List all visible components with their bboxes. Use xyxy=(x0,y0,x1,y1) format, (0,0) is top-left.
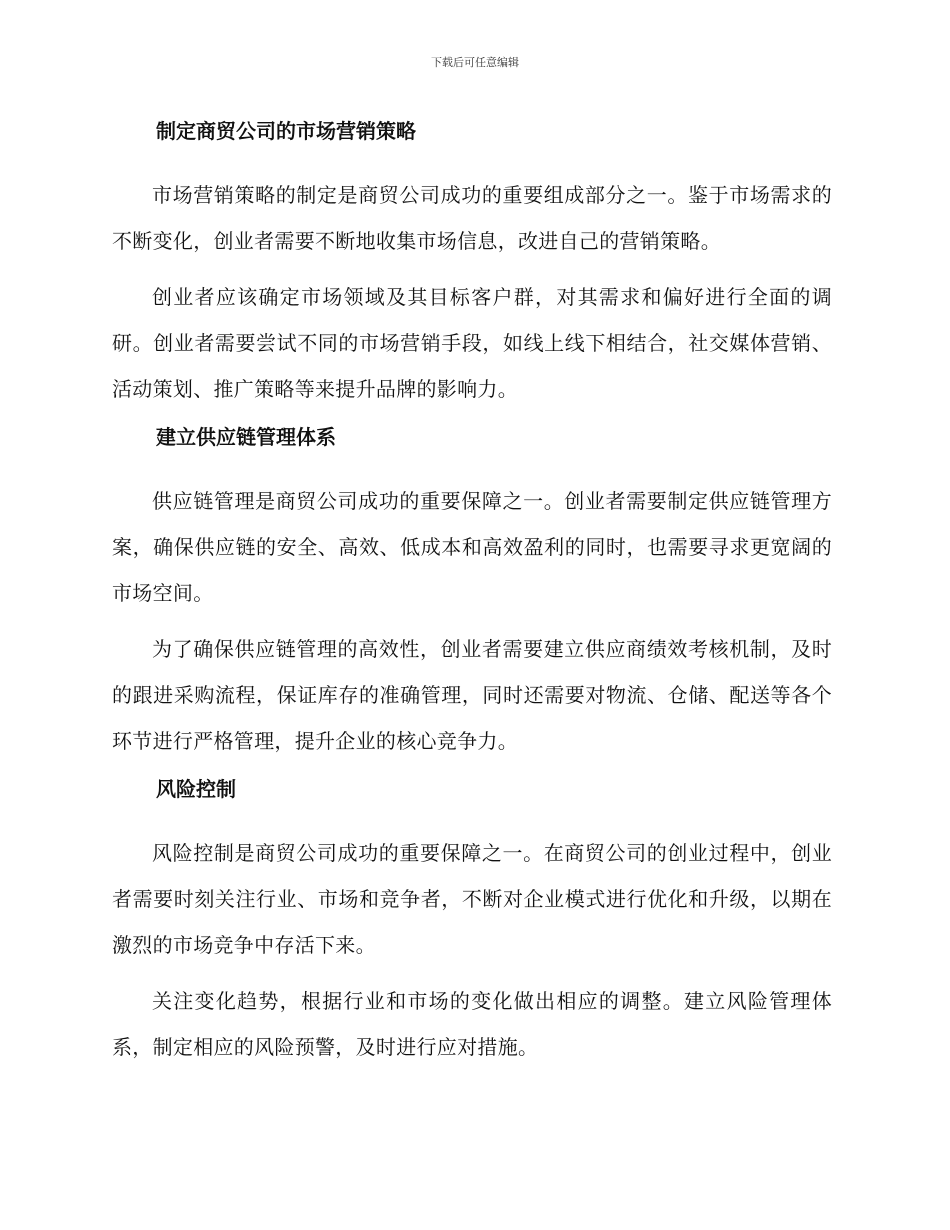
section-heading-risk-control: 风险控制 xyxy=(156,777,236,801)
section-heading-marketing: 制定商贸公司的市场营销策略 xyxy=(156,119,416,143)
paragraph: 市场营销策略的制定是商贸公司成功的重要组成部分之一。鉴于市场需求的不断变化，创业者需要不断地收集市场信息，改进自己的营销策略。 xyxy=(112,183,832,253)
page-header-note: 下载后可任意编辑 xyxy=(431,56,519,69)
document-body xyxy=(112,112,832,1070)
paragraph: 供应链管理是商贸公司成功的重要保障之一。创业者需要制定供应链管理方案，确保供应链的安全、高效、低成本和高效盈利的同时，也需要寻求更宽阔的市场空间。 xyxy=(112,489,832,605)
section-heading-supply-chain: 建立供应链管理体系 xyxy=(156,425,336,449)
paragraph: 为了确保供应链管理的高效性，创业者需要建立供应商绩效考核机制，及时的跟进采购流程，保证库存的准确管理，同时还需要对物流、仓储、配送等各个环节进行严格管理，提升企业的核心竞争力。 xyxy=(112,637,832,753)
paragraph: 创业者应该确定市场领域及其目标客户群，对其需求和偏好进行全面的调研。创业者需要尝试不同的市场营销手段，如线上线下相结合，社交媒体营销、活动策划、推广策略等来提升品牌的影响力。 xyxy=(112,285,832,401)
paragraph: 风险控制是商贸公司成功的重要保障之一。在商贸公司的创业过程中，创业者需要时刻关注行业、市场和竞争者，不断对企业模式进行优化和升级，以期在激烈的市场竞争中存活下来。 xyxy=(112,841,832,957)
paragraph: 关注变化趋势，根据行业和市场的变化做出相应的调整。建立风险管理体系，制定相应的风险预警，及时进行应对措施。 xyxy=(112,989,832,1059)
